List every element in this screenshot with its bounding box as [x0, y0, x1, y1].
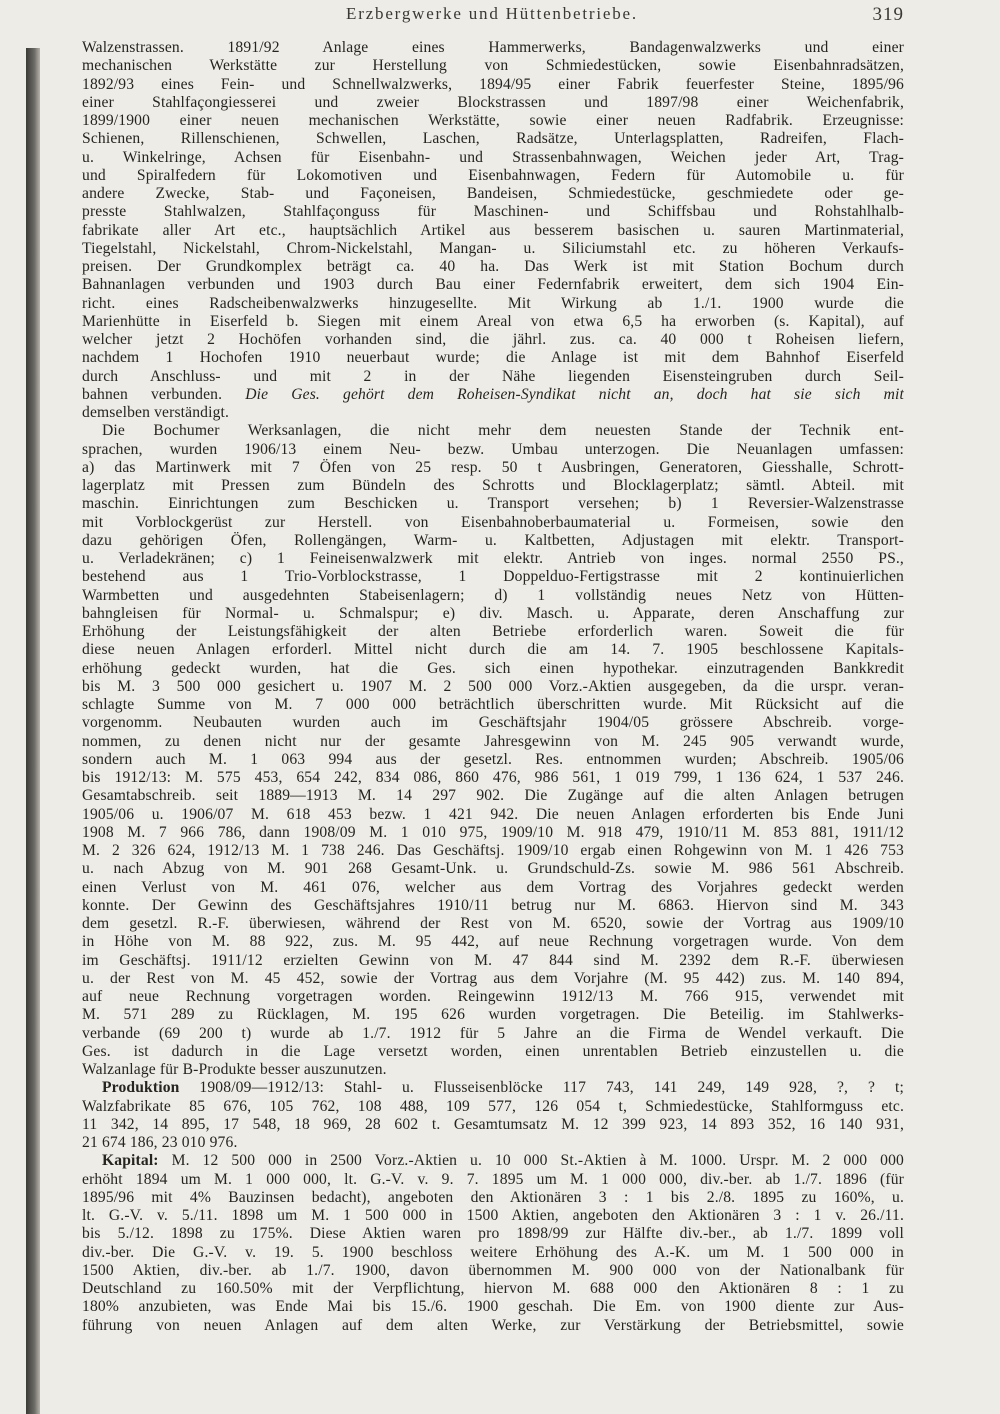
text-line: [82, 1134, 904, 1152]
text-line: [82, 897, 904, 915]
line-text: dazu gehörigen Öfen, Rollengängen, Warm- u. Kaltbetten, Adjustagen mit elektr. Transport-: [82, 531, 904, 549]
text-line: [82, 495, 904, 513]
text-line: [82, 295, 904, 313]
line-text: 21 674 186, 23 010 976.: [82, 1134, 238, 1151]
line-text: Ges. ist dadurch in die Lage versetzt worden, einen unrentablen Betrieb einzustellen u. die: [82, 1042, 904, 1060]
text-line: [82, 1079, 904, 1097]
text-line: [82, 879, 904, 897]
line-text: lt. G.-V. v. 5./11. 1898 um M. 1 500 000 in 1500 Aktien, angeboten den Aktionären 3 : 1 v. 26./11.: [82, 1207, 904, 1224]
text-line: [82, 696, 904, 714]
line-text: u. Winkelringe, Achsen für Eisenbahn- und Strassenbahnwagen, Weichen jeder Art, Trag-: [82, 148, 904, 166]
line-text: sprachen, wurden 1906/13 einem Neu- bezw. Umbau unterzogen. Die Neuanlagen umfassen:: [82, 440, 904, 458]
text-line: [82, 94, 904, 112]
line-text: 1908/09—1912/13: Stahl- u. Flusseisenblöcke 117 743, 141 249, 149 928, ?, ? t;: [179, 1079, 904, 1097]
line-text: in Höhe von M. 88 922, zus. M. 95 442, auf neue Rechnung vorgetragen wurde. Von dem: [82, 933, 904, 951]
line-text: andere Zwecke, Stab- und Façoneisen, Bandeisen, Schmiedestücke, geschmiedete oder ge-: [82, 185, 904, 202]
text-line: [82, 185, 904, 203]
line-text: auf neue Rechnung vorgetragen worden. Reingewinn 1912/13 M. 766 915, verwendet mit: [82, 988, 904, 1005]
text-line: [82, 787, 904, 805]
line-text: bahngleisen für Normal- u. Schmalspur; e) div. Masch. u. Apparate, deren Anschaffung zur: [82, 604, 904, 622]
text-line: [82, 1225, 904, 1243]
text-line: [82, 149, 904, 167]
line-text: u. nach Abzug von M. 901 268 Gesamt-Unk. u. Grundschuld-Zs. sowie M. 986 561 Abschreib.: [82, 860, 904, 878]
line-text: M. 12 500 000 in 2500 Vorz.-Aktien u. 10 000 St.-Aktien à M. 1000. Urspr. M. 2 000 000: [158, 1152, 904, 1170]
text-line: [82, 39, 904, 57]
text-line: [82, 1061, 904, 1079]
line-text: 11 342, 14 895, 17 548, 18 969, 28 602 t. Gesamtumsatz M. 12 399 923, 14 893 352, 16 140 931,: [82, 1115, 904, 1133]
text-line: [82, 605, 904, 623]
line-text: dem gesetzl. R.-F. überwiesen, während der Rest von M. 6520, sowie der Vortrag aus 1909/10: [82, 915, 904, 932]
line-text: mit Vorblockgerüst zur Herstell. von Eisenbahnoberbaumaterial u. Formeisen, sowie den: [82, 513, 904, 531]
line-text: schlagte Summe von M. 7 000 000 beträchtlich überschritten wurde. Mit Rücksicht auf die: [82, 696, 904, 713]
line-text: Bahnanlagen verbunden und 1903 durch Bau einer Federnfabrik erweitert, dem sich 1904 Ein-: [82, 276, 904, 294]
text-line: [82, 733, 904, 751]
text-line: [82, 1098, 904, 1116]
section-label: Produktion: [102, 1079, 180, 1097]
line-text: Gesamtabschreib. seit 1889—1913 M. 14 297 902. Die Zugänge auf die alten Anlagen betrugen: [82, 787, 904, 805]
line-text: lagerplatz mit Pressen zum Bündeln des Schrotts und Blocklagerplatz; sämtl. Abteil. mit: [82, 477, 904, 494]
text-line: [82, 714, 904, 732]
line-text: nommen, zu denen nicht nur der gesamte Jahresgewinn von M. 245 905 verwandt wurde,: [82, 732, 904, 750]
line-text: bahnen verbunden.: [82, 385, 246, 403]
line-text: Schienen, Rillenschienen, Schwellen, Laschen, Radsätze, Unterlagsplatten, Radreifen, Flach-: [82, 130, 904, 148]
line-text: erhöht 1894 um M. 1 000 000, lt. G.-V. v. 9. 7. 1895 um M. 1 000 000, div.-ber. ab 1./7. 1896 (für: [82, 1170, 904, 1188]
line-text: diese neuen Anlagen erforderl. Mittel nicht durch die am 14. 7. 1905 beschlossene Kapitals-: [82, 641, 904, 659]
text-line: [82, 952, 904, 970]
line-text: Walzenstrassen. 1891/92 Anlage eines Hammerwerks, Bandagenwalzwerks und einer: [82, 39, 904, 56]
line-text: sondern auch M. 1 063 994 aus der gesetzl. Res. entnommen wurden; Abschreib. 1905/06: [82, 750, 904, 768]
text-line: [82, 933, 904, 951]
line-text: preisen. Der Grundkomplex beträgt ca. 40 ha. Das Werk ist mit Station Bochum durch: [82, 258, 904, 275]
line-text: verbande (69 200 t) wurde ab 1./7. 1912 für 5 Jahre an die Firma de Wendel verkauft. Die: [82, 1024, 904, 1042]
text-line: [82, 276, 904, 294]
line-text: u. Verladekränen; c) 1 Feineisenwalzwerk mit elektr. Antrieb von inges. normal 2550 PS.,: [82, 550, 904, 567]
text-line: [82, 1189, 904, 1207]
text-line: [82, 240, 904, 258]
line-text: Walzanlage für B-Produkte besser auszunutzen.: [82, 1061, 387, 1078]
text-line: [82, 824, 904, 842]
line-text: 1895/96 mit 4% Bauzinsen bedacht), angeboten den Aktionären 3 : 1 bis 2./8. 1895 zu 160%, u.: [82, 1188, 904, 1206]
text-line: [82, 258, 904, 276]
text-line: [82, 349, 904, 367]
line-text: div.-ber. Die G.-V. v. 19. 5. 1900 beschloss weitere Erhöhung des A.-K. um M. 1 500 000 in: [82, 1243, 904, 1261]
line-text: Tiegelstahl, Nickelstahl, Chrom-Nickelstahl, Mangan- u. Siliciumstahl etc. zu höheren Verkaufs-: [82, 239, 904, 257]
text-line: [82, 1207, 904, 1225]
line-text: führung von neuen Anlagen auf dem alten Werke, zur Verstärkung der Betriebsmittel, sowie: [82, 1316, 904, 1334]
text-line: [82, 130, 904, 148]
text-line: [82, 860, 904, 878]
text-line: [82, 1298, 904, 1316]
text-line: [82, 842, 904, 860]
line-text: nachdem 1 Hochofen 1910 neuerbaut wurde; die Anlage ist mit dem Bahnhof Eiserfeld: [82, 349, 904, 367]
text-line: [82, 1262, 904, 1280]
line-text: 1899/1900 einer neuen mechanischen Werkstätte, sowie einer neuen Radfabrik. Erzeugnisse:: [82, 112, 904, 129]
text-line: [82, 386, 904, 404]
text-line: [82, 970, 904, 988]
line-text: konnte. Der Gewinn des Geschäftsjahres 1910/11 betrug nur M. 6863. Hiervon sind M. 343: [82, 896, 904, 914]
line-text: M. 2 326 624, 1912/13 M. 1 738 246. Das Geschäftsj. 1909/10 ergab einen Rohgewinn von M. 1 426 753: [82, 842, 904, 859]
line-text: Walzfabrikate 85 676, 105 762, 108 488, 109 577, 126 054 t, Schmiedestücke, Stahlformguss etc.: [82, 1097, 904, 1115]
line-text: demselben verständigt.: [82, 404, 230, 421]
text-line: [82, 751, 904, 769]
line-text: welcher jetzt 2 Hochöfen vorhanden sind, die jährl. zus. ca. 40 000 t Roheisen liefern,: [82, 331, 904, 348]
line-text: 1908 M. 7 966 786, dann 1908/09 M. 1 010 975, 1909/10 M. 918 479, 1910/11 M. 853 881, 1911/12: [82, 823, 904, 841]
text-line: [82, 806, 904, 824]
line-text: im Geschäftsj. 1911/12 erzielten Gewinn von M. 47 844 sind M. 2392 dem R.-F. überwiesen: [82, 951, 904, 969]
line-text: 1892/93 eines Fein- und Schnellwalzwerks, 1894/95 einer Fabrik feuerfester Steine, 1895/96: [82, 75, 904, 93]
line-text: bis 5./12. 1898 zu 175%. Diese Aktien waren pro 1898/99 zur Hälfte div.-ber., ab 1./7. 1899 voll: [82, 1225, 904, 1243]
text-line: [82, 514, 904, 532]
line-text: M. 571 289 zu Rücklagen, M. 195 626 wurden vorgetragen. Die Beteilig. im Stahlwerks-: [82, 1006, 904, 1024]
line-text: maschin. Einrichtungen zum Beschicken u. Transport versehen; b) 1 Reversier-Walzenstrasse: [82, 495, 904, 513]
text-line: [82, 404, 904, 422]
line-text: durch Anschluss- und mit 2 in der Nähe liegenden Eisensteingruben durch Seil-: [82, 367, 904, 385]
line-text: fabrikate aller Art etc., hauptsächlich Artikel aus besserem basischen u. sauren Martinmaterial,: [82, 221, 904, 239]
line-text: und Spiralfedern für Lokomotiven und Eisenbahnwagen, Federn für Automobile u. für: [82, 166, 904, 184]
text-line: [82, 678, 904, 696]
text-line: [82, 769, 904, 787]
text-line: [82, 441, 904, 459]
body-text: [82, 39, 904, 1335]
text-line: [82, 57, 904, 75]
line-text: einer Stahlfaçongiesserei und zweier Blockstrassen und 1897/98 einer Weichenfabrik,: [82, 93, 904, 111]
text-line: [82, 623, 904, 641]
text-line: [82, 222, 904, 240]
text-line: [82, 1043, 904, 1061]
text-line: [82, 568, 904, 586]
text-line: [82, 422, 904, 440]
text-line: [82, 331, 904, 349]
text-line: [82, 459, 904, 477]
line-text: bestehend aus 1 Trio-Vorblockstrasse, 1 Doppelduo-Fertigstrasse mit 2 kontinuierlichen: [82, 568, 904, 586]
text-line: [82, 1006, 904, 1024]
text-line: [82, 313, 904, 331]
line-text: einen Verlust von M. 461 076, welcher aus dem Vortrag des Vorjahres gedeckt werden: [82, 878, 904, 896]
text-line: [82, 1171, 904, 1189]
text-line: [82, 1317, 904, 1335]
page-header: [80, 4, 904, 30]
line-text: a) das Martinwerk mit 7 Öfen von 25 resp. 50 t Ausbringen, Generatoren, Giesshalle, Schrott-: [82, 458, 904, 476]
text-line: [82, 1025, 904, 1043]
text-line: [82, 112, 904, 130]
line-text: Die Bochumer Werksanlagen, die nicht mehr dem neuesten Stande der Technik ent-: [102, 422, 904, 440]
text-line: [82, 550, 904, 568]
section-label: Kapital:: [102, 1152, 159, 1170]
line-text: bis M. 3 500 000 gesichert u. 1907 M. 2 500 000 Vorz.-Aktien ausgegeben, da die urspr. veran-: [82, 677, 904, 695]
italic-text: Die Ges. gehört dem Roheisen-Syndikat nicht an, doch hat sie sich mit: [245, 385, 904, 403]
line-text: erhöhung gedeckt wurden, hat die Ges. sich einen hypothekar. einzutragenden Bankkredit: [82, 659, 904, 677]
line-text: Erhöhung der Leistungsfähigkeit der alten Betriebe erforderlich waren. Soweit die für: [82, 623, 904, 640]
text-line: [82, 915, 904, 933]
line-text: bis 1912/13: M. 575 453, 654 242, 834 086, 860 476, 986 561, 1 019 799, 1 136 624, 1 537 246.: [82, 769, 904, 786]
text-line: [82, 1280, 904, 1298]
line-text: mechanischen Werkstätte zur Herstellung von Schmiedestücken, sowie Eisenbahnradsätzen,: [82, 57, 904, 75]
line-text: 1500 Aktien, div.-ber. ab 1./7. 1900, davon übernommen M. 900 000 von der Nationalbank für: [82, 1261, 904, 1279]
text-line: [82, 641, 904, 659]
text-line: [82, 76, 904, 94]
text-line: [82, 1152, 904, 1170]
line-text: Deutschland zu 160.50% mit der Verpflichtung, hiervon M. 688 000 den Aktionären 8 : 1 zu: [82, 1280, 904, 1297]
text-line: [82, 988, 904, 1006]
line-text: Marienhütte in Eiserfeld b. Siegen mit einem Areal von etwa 6,5 ha erworben (s. Kapital), auf: [82, 312, 904, 330]
line-text: u. der Rest von M. 45 452, sowie der Vortrag aus dem Vorjahre (M. 95 442) zus. M. 140 894,: [82, 969, 904, 987]
line-text: richt. eines Radscheibenwalzwerks hinzugesellte. Mit Wirkung ab 1./1. 1900 wurde die: [82, 294, 904, 312]
line-text: vorgenomm. Neubauten wurden auch im Geschäftsjahr 1904/05 grössere Abschreib. vorge-: [82, 714, 904, 732]
text-line: [82, 1244, 904, 1262]
line-text: presste Stahlwalzen, Stahlfaçonguss für Maschinen- und Schiffsbau und Rohstahlhalb-: [82, 203, 904, 221]
line-text: Warmbetten und ausgedehnten Stabeisenlagern; d) 1 vollständig neues Netz von Hütten-: [82, 586, 904, 604]
text-line: [82, 1116, 904, 1134]
text-line: [82, 167, 904, 185]
running-title: Erzbergwerke und Hüttenbetriebe.: [346, 4, 638, 23]
text-line: [82, 477, 904, 495]
page-number: 319: [872, 4, 904, 25]
text-line: [82, 368, 904, 386]
line-text: 180% anzubieten, was Ende Mai bis 15./6. 1900 geschah. Die Em. von 1900 diente zur Aus-: [82, 1298, 904, 1316]
text-line: [82, 660, 904, 678]
text-line: [82, 587, 904, 605]
page-binding-edge: [26, 48, 40, 1414]
text-line: [82, 532, 904, 550]
line-text: 1905/06 u. 1906/07 M. 618 453 bezw. 1 421 942. Die neuen Anlagen erforderten bis Ende Juni: [82, 805, 904, 823]
text-line: [82, 203, 904, 221]
